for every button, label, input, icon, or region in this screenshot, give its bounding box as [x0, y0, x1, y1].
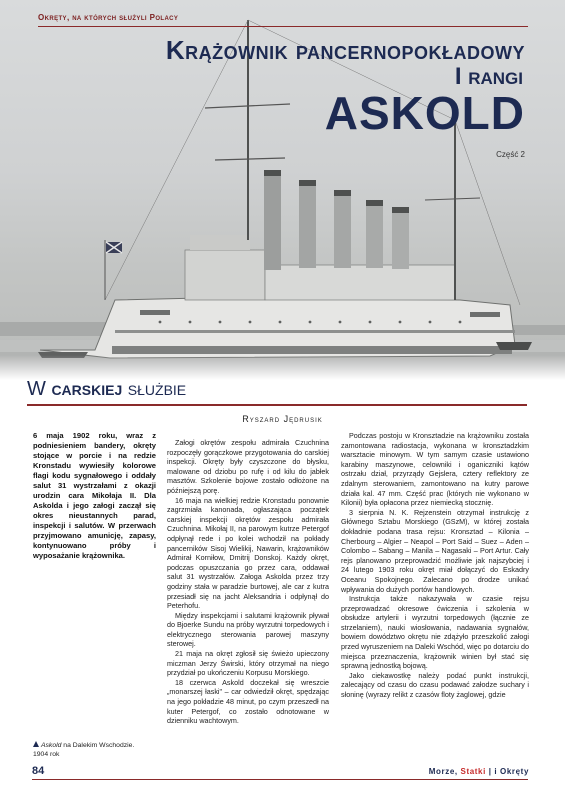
title-line-2: I rangi: [454, 63, 523, 90]
part-label: Część 2: [496, 150, 525, 159]
paragraph: Załogi okrętów zespołu admirała Czuchnina rozpoczęły gorączkowe przygotowania do carskiej inspekcji. Okręty były czyszczone do błysku, malowane od dziobu po rufę i od kilu do jabłek masztów. Szkolenie bojowe zostało odłożone na późniejszą porę.: [167, 438, 329, 495]
text-column-3: [341, 431, 529, 700]
title-line-1-post: pokładowy: [401, 35, 525, 65]
paragraph: 16 maja na wielkiej redzie Kronstadu ponownie zagrzmiała kanonada, ogłaszająca początek carskiej inspekcji okrętów zespołu admirała Czuchnina. Mikołaj II, na parowym kutrze Petergof odpłynął rede i po kolei wchodził na pokłady pancerników Sisoj Wielikij, Nawarin, krążowników Admirał Korniłow, Dmitrij Donskoj. Każdy okręt, podczas opuszczania go przez cara, oddawał salut 31 wystrzałów. Załoga Askolda przez trzy godziny stała w paradzie burtowej, ale car z kutra przesiadł się na jacht Aleksandria i odpłynął do Peterhofu.: [167, 495, 329, 611]
caption-ship: Askold: [41, 742, 62, 749]
author-byline: Ryszard Jędrusik: [242, 414, 323, 424]
arrow-up-icon: [33, 741, 39, 747]
section-post: służbie: [122, 378, 187, 400]
magazine-word-1: Morze,: [428, 767, 458, 776]
series-header: Okręty, na których służyli Polacy: [38, 13, 179, 22]
lead-paragraph: 6 maja 1902 roku, wraz z podniesieniem bandery, okręty stojące w porcie i na redzie Kronstadu wywiesiły kolorowe flagi kodu sygnałowego i oddały salut 31 wystrzałami z okazji urodzin cara Mikołaja II. Dla Askolda i jego załogi zaczął się okres nieustannych parad, inspekcji i salutów. W przerwach przyjmowano amunicję, zapasy, kontynuowano próby i wyposażanie krążownika.: [33, 431, 156, 560]
section-pre: W: [27, 378, 52, 400]
paragraph: Jako ciekawostkę należy podać punkt instrukcji, zalecający od czasu do czasu podawać załodze suchary i słoninę (wyrazy relikt z czasów floty żaglowej, gdzie: [341, 670, 529, 700]
page-number: 84: [32, 765, 45, 777]
section-bold: carskiej: [51, 378, 123, 400]
footer-rule: [32, 779, 528, 780]
title-line-1-bold: pancerno: [295, 35, 402, 65]
magazine-separator: |: [485, 767, 495, 776]
paragraph: 3 sierpnia N. K. Rejzenstein otrzymał instrukcję z Głównego Sztabu Morskiego (GSzM), w której została dokładnie podana trasa rejsu: Kronsztad – Kilonia – Cherbourg – Algier – Neapol – Port Said – Suez – Aden – Colombo – Sabang – Manila – Nagasaki – Port Artur. Cały rejs planowano przeprowadzić możliwie jak najszybciej i 24 lutego 1903 roku okręt miał dołączyć do Eskadry Oceanu Spokojnego. Zalecano po drodze unikać wpływania do dużych portów handlowych.: [341, 507, 529, 594]
section-heading: [27, 378, 186, 401]
lead-column: [33, 431, 156, 561]
title-line-1: [166, 35, 525, 66]
title-ship-name: ASKOLD: [324, 87, 525, 139]
title-line-1-pre: Krążownik: [165, 35, 296, 65]
photo-caption: [33, 741, 143, 759]
paragraph: Podczas postoju w Kronsztadzie na krążowniku została zamontowana radiostacja, wykonana w kronsztadzkim warsztacie minowym. W tym samym czasie ustawiono karabiny maszynowe, celowniki i oganiczniki kątów ostrzału dział, przyrządy Gejslera, cztery reflektory ze zdalnym sterowaniem, zamontowano na kutry parowe działa kal. 47 mm. Część prac (których nie wykonano w Kilonii) była opłacona przez niemiecką stocznię.: [341, 431, 529, 508]
text-column-2: [167, 438, 329, 726]
magazine-word-3: i Okręty: [494, 767, 529, 776]
magazine-word-2: Statki: [460, 767, 486, 776]
header-rule: [38, 26, 528, 27]
caption-text: na Dalekim Wschodzie. 1904 rok: [33, 742, 135, 758]
paragraph: 18 czerwca Askold doczekał się wreszcie „monarszej łaski" – car odwiedził okręt, spędzając na jego pokładzie 48 minut, po czym przeszedł na kuter Petergof, co zostało odnotowane w dzienniku wachtowym.: [167, 677, 329, 726]
section-rule: [27, 404, 527, 406]
paragraph: Instrukcja także nakazywała w czasie rejsu przeprowadzać okresowe ćwiczenia i szkolenia w obsłudze artylerii i wyrzutni torpedowych (łącznie ze strzelaniem), nauki wiosłowania, nadawania sygnałów, bowiem dowództwo okrętu nie zdążyło przeszkolić załogi przed wyruszeniem na Daleki Wschód, więc po dotarciu do miejsca przeznaczenia, krążownik winien był stać się sprawną jednostką bojową.: [341, 594, 529, 671]
magazine-name: [429, 767, 529, 776]
paragraph: Między inspekcjami i salutami krążownik pływał do Bjoerke Sundu na próby wyrzutni torpedowych i elektrycznego sterowania parowej maszyny sterowej.: [167, 610, 329, 649]
paragraph: 21 maja na okręt zgłosił się świeżo upieczony miczman Jerzy Świrski, który otrzymał na niego przydział po ukończeniu Korpusu Morskiego.: [167, 649, 329, 678]
